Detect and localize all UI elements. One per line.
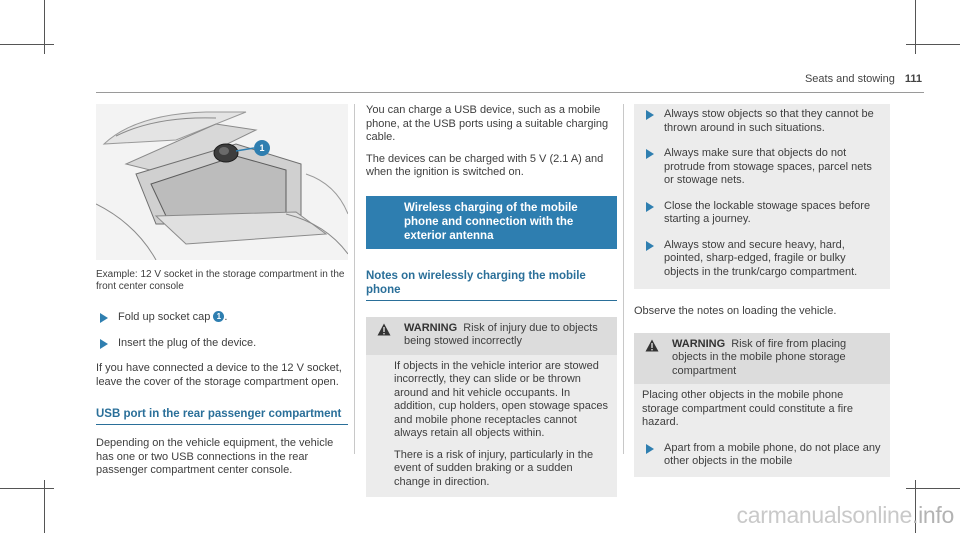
figure-caption: Example: 12 V socket in the storage compartment in the front center console bbox=[96, 269, 345, 292]
crop-mark bbox=[0, 488, 54, 489]
step-end: . bbox=[224, 311, 228, 323]
page-number: 111 bbox=[904, 73, 922, 85]
column-divider bbox=[623, 104, 624, 454]
warning-text: There is a risk of injury, particularly in the event of sudden braking or a sudden change in direction. bbox=[394, 448, 594, 488]
warning-title: Risk of fire from placing objects in the mobile phone storage compartment bbox=[672, 337, 847, 377]
warning-steps-box bbox=[634, 104, 890, 289]
usb-paragraph: Depending on the vehicle equipment, the vehicle has one or two USB connections in the rear passenger compartment center console. bbox=[96, 437, 334, 476]
crop-mark bbox=[44, 0, 45, 54]
figure-callout-1: 1 bbox=[259, 143, 265, 153]
observe-text: Observe the notes on loading the vehicle. bbox=[634, 305, 837, 317]
step-fold-cap bbox=[96, 311, 348, 325]
warning-label: WARNING bbox=[404, 321, 458, 334]
callout-1-icon: 1 bbox=[213, 311, 224, 322]
crop-mark bbox=[915, 0, 916, 54]
step-text: Close the lockable stowage spaces before starting a journey. bbox=[664, 199, 871, 225]
warning-box bbox=[366, 317, 617, 498]
usb-voltage-paragraph: The devices can be charged with 5 V (2.1 A) and when the ignition is switched on. bbox=[366, 152, 604, 178]
section-bar-wireless: Wireless charging of the mobile phone and connection with the exterior antenna bbox=[366, 196, 617, 249]
figure-12v-socket bbox=[96, 104, 348, 260]
step-arrow-icon bbox=[100, 313, 108, 323]
usb-charge-paragraph: You can charge a USB device, such as a mobile phone, at the USB ports using a suitable charging cable. bbox=[366, 104, 609, 143]
warning-text: If objects in the vehicle interior are stowed incorrectly, they can slide or be thrown around and hit vehicle occupants. In addition, cup holders, open stowage spaces and mobile phone receptacles cannot always retain all objects within. bbox=[394, 359, 609, 439]
center-console-illustration bbox=[96, 104, 348, 260]
warning-step bbox=[642, 239, 882, 280]
column-divider bbox=[354, 104, 355, 454]
step-arrow-icon bbox=[646, 202, 654, 212]
section-heading-usb: USB port in the rear passenger compartment bbox=[96, 407, 348, 425]
step-arrow-icon bbox=[646, 444, 654, 454]
step-text: Always make sure that objects do not protrude from stowage spaces, parcel nets or stowage nets. bbox=[664, 147, 872, 186]
warning-box-fire bbox=[634, 333, 890, 477]
middle-column bbox=[366, 104, 617, 497]
warning-step bbox=[642, 108, 882, 135]
warning-header bbox=[366, 317, 617, 355]
step-text: Insert the plug of the device. bbox=[118, 336, 257, 349]
step-insert-plug bbox=[96, 337, 348, 351]
warning-title: Risk of injury due to objects being stowed incorrectly bbox=[404, 321, 598, 347]
watermark-suffix: .info bbox=[912, 502, 954, 528]
step-arrow-icon bbox=[646, 149, 654, 159]
warning-body bbox=[634, 384, 890, 477]
step-text: Apart from a mobile phone, do not place any other objects in the mobile bbox=[664, 441, 881, 467]
crop-mark bbox=[44, 480, 45, 533]
right-column bbox=[634, 104, 890, 477]
section-heading-wireless: Notes on wirelessly charging the mobile phone bbox=[366, 269, 617, 301]
warning-step bbox=[642, 200, 882, 227]
watermark-text: carmanualsonline bbox=[736, 502, 913, 528]
warning-text: Placing other objects in the mobile phone storage compartment could constitute a fire hazard. bbox=[642, 389, 853, 428]
page-header bbox=[805, 73, 922, 85]
warning-header bbox=[634, 333, 890, 385]
watermark bbox=[737, 502, 954, 529]
warning-step bbox=[642, 442, 882, 469]
note-text: If you have connected a device to the 12 V socket, leave the cover of the storage compartment open. bbox=[96, 362, 342, 388]
step-text: Always stow and secure heavy, hard, pointed, sharp-edged, fragile or bulky objects in the trunk/cargo compartment. bbox=[664, 238, 858, 278]
step-arrow-icon bbox=[100, 339, 108, 349]
warning-triangle-icon bbox=[377, 323, 391, 336]
step-text: Fold up socket cap bbox=[118, 311, 211, 323]
header-rule bbox=[96, 92, 924, 93]
step-arrow-icon bbox=[646, 241, 654, 251]
step-text: Always stow objects so that they cannot be thrown around in such situations. bbox=[664, 108, 874, 134]
step-arrow-icon bbox=[646, 110, 654, 120]
warning-triangle-icon bbox=[645, 339, 659, 352]
left-column bbox=[96, 104, 348, 486]
warning-step bbox=[642, 147, 882, 188]
crop-mark bbox=[0, 44, 54, 45]
warning-label: WARNING bbox=[672, 337, 726, 350]
section-title: Seats and stowing bbox=[804, 73, 895, 85]
warning-body bbox=[366, 355, 617, 498]
